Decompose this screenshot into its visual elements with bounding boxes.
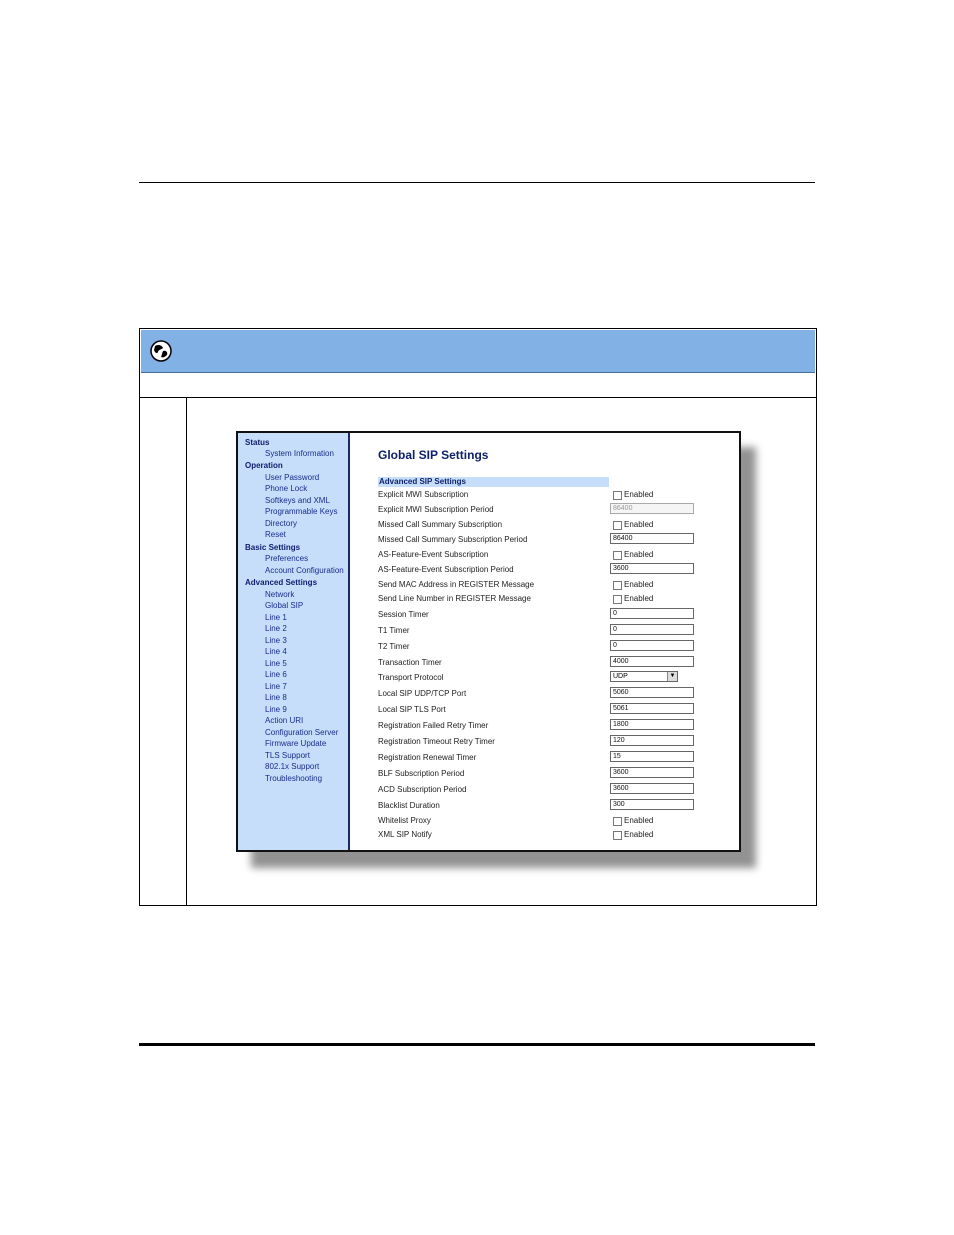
- missed-call-summary-subscription-label: Missed Call Summary Subscription: [378, 520, 503, 529]
- registration-failed-retry-timer-label: Registration Failed Retry Timer: [378, 721, 489, 730]
- sidebar-item-line-5[interactable]: Line 5: [265, 659, 287, 668]
- checkbox-box[interactable]: [613, 831, 622, 840]
- sidebar-item-basic-settings[interactable]: Basic Settings: [245, 543, 301, 552]
- chevron-down-icon[interactable]: ▼: [667, 672, 677, 681]
- checkbox-label: Enabled: [624, 594, 654, 603]
- xml-sip-notify-label: XML SIP Notify: [378, 830, 432, 839]
- table-header-bar: [141, 330, 815, 373]
- sidebar-item-line-8[interactable]: Line 8: [265, 693, 287, 702]
- checkbox-box[interactable]: [613, 595, 622, 604]
- transport-protocol-select[interactable]: [610, 671, 678, 682]
- sidebar-item-line-2[interactable]: Line 2: [265, 624, 287, 633]
- whitelist-proxy-label: Whitelist Proxy: [378, 816, 431, 825]
- sidebar-item-account-configuration[interactable]: Account Configuration: [265, 566, 344, 575]
- xml-sip-notify-checkbox[interactable]: [613, 830, 673, 840]
- sidebar-item-system-information[interactable]: System Information: [265, 449, 334, 458]
- registration-failed-retry-timer-input[interactable]: 1800: [610, 719, 694, 730]
- sidebar-item-reset[interactable]: Reset: [265, 530, 286, 539]
- t1-timer-label: T1 Timer: [378, 626, 410, 635]
- section-title: Advanced SIP Settings: [379, 477, 466, 486]
- checkbox-label: Enabled: [624, 520, 654, 529]
- checkbox-label: Enabled: [624, 816, 654, 825]
- sidebar-item-operation[interactable]: Operation: [245, 461, 283, 470]
- explicit-mwi-subscription-period-label: Explicit MWI Subscription Period: [378, 505, 494, 514]
- blacklist-duration-label: Blacklist Duration: [378, 801, 440, 810]
- sidebar-item-troubleshooting[interactable]: Troubleshooting: [265, 774, 323, 783]
- sidebar-item-global-sip[interactable]: Global SIP: [265, 601, 304, 610]
- acd-subscription-period-input[interactable]: 3600: [610, 783, 694, 794]
- sidebar-item-line-4[interactable]: Line 4: [265, 647, 287, 656]
- sidebar-item-softkeys-and-xml[interactable]: Softkeys and XML: [265, 496, 330, 505]
- checkbox-label: Enabled: [624, 580, 654, 589]
- table-subheader-row: [140, 373, 816, 398]
- blf-subscription-period-input[interactable]: 3600: [610, 767, 694, 778]
- local-sip-tls-port-label: Local SIP TLS Port: [378, 705, 446, 714]
- sidebar-item-802-1x-support[interactable]: 802.1x Support: [265, 762, 320, 771]
- registration-timeout-retry-timer-input[interactable]: 120: [610, 735, 694, 746]
- session-timer-label: Session Timer: [378, 610, 429, 619]
- missed-call-summary-subscription-checkbox[interactable]: [613, 520, 673, 530]
- sidebar-item-line-6[interactable]: Line 6: [265, 670, 287, 679]
- select-value: UDP: [613, 673, 628, 680]
- registration-timeout-retry-timer-label: Registration Timeout Retry Timer: [378, 737, 495, 746]
- sidebar-item-programmable-keys[interactable]: Programmable Keys: [265, 507, 338, 516]
- checkbox-label: Enabled: [624, 490, 654, 499]
- t1-timer-input[interactable]: 0: [610, 624, 694, 635]
- explicit-mwi-subscription-checkbox[interactable]: [613, 490, 673, 500]
- transaction-timer-label: Transaction Timer: [378, 658, 442, 667]
- sidebar-item-user-password[interactable]: User Password: [265, 473, 320, 482]
- sidebar-item-line-3[interactable]: Line 3: [265, 636, 287, 645]
- acd-subscription-period-label: ACD Subscription Period: [378, 785, 467, 794]
- sidebar-item-advanced-settings[interactable]: Advanced Settings: [245, 578, 318, 587]
- as-feature-event-subscription-period-label: AS-Feature-Event Subscription Period: [378, 565, 514, 574]
- checkbox-box[interactable]: [613, 817, 622, 826]
- as-feature-event-subscription-checkbox[interactable]: [613, 550, 673, 560]
- sidebar-item-tls-support[interactable]: TLS Support: [265, 751, 310, 760]
- as-feature-event-subscription-label: AS-Feature-Event Subscription: [378, 550, 489, 559]
- checkbox-label: Enabled: [624, 830, 654, 839]
- sidebar-nav: [238, 433, 350, 850]
- sidebar-item-firmware-update[interactable]: Firmware Update: [265, 739, 327, 748]
- sidebar-item-line-7[interactable]: Line 7: [265, 682, 287, 691]
- local-sip-udp-tcp-port-label: Local SIP UDP/TCP Port: [378, 689, 467, 698]
- as-feature-event-subscription-period-input[interactable]: 3600: [610, 563, 694, 574]
- blacklist-duration-input[interactable]: 300: [610, 799, 694, 810]
- local-sip-udp-tcp-port-input[interactable]: 5060: [610, 687, 694, 698]
- sidebar-item-action-uri[interactable]: Action URI: [265, 716, 304, 725]
- send-line-number-in-register-message-label: Send Line Number in REGISTER Message: [378, 594, 531, 603]
- registration-renewal-timer-label: Registration Renewal Timer: [378, 753, 477, 762]
- checkbox-box[interactable]: [613, 521, 622, 530]
- t2-timer-input[interactable]: 0: [610, 640, 694, 651]
- top-rule: [139, 182, 815, 183]
- send-mac-address-in-register-message-checkbox[interactable]: [613, 580, 673, 590]
- send-mac-address-in-register-message-label: Send MAC Address in REGISTER Message: [378, 580, 535, 589]
- checkbox-box[interactable]: [613, 581, 622, 590]
- sidebar-item-directory[interactable]: Directory: [265, 519, 298, 528]
- transaction-timer-input[interactable]: 4000: [610, 656, 694, 667]
- web-ui-screenshot: [236, 431, 741, 852]
- local-sip-tls-port-input[interactable]: 5061: [610, 703, 694, 714]
- whitelist-proxy-checkbox[interactable]: [613, 816, 673, 826]
- session-timer-input[interactable]: 0: [610, 608, 694, 619]
- checkbox-box[interactable]: [613, 551, 622, 560]
- checkbox-label: Enabled: [624, 550, 654, 559]
- explicit-mwi-subscription-period-input: 86400: [610, 503, 694, 514]
- transport-protocol-label: Transport Protocol: [378, 673, 444, 682]
- section-header: [378, 477, 609, 487]
- sidebar-item-line-1[interactable]: Line 1: [265, 613, 287, 622]
- checkbox-box[interactable]: [613, 491, 622, 500]
- sidebar-item-preferences[interactable]: Preferences: [265, 554, 309, 563]
- blf-subscription-period-label: BLF Subscription Period: [378, 769, 465, 778]
- table-column-divider: [186, 398, 187, 905]
- sidebar-item-configuration-server[interactable]: Configuration Server: [265, 728, 339, 737]
- registration-renewal-timer-input[interactable]: 15: [610, 751, 694, 762]
- globe-icon: [150, 340, 172, 362]
- page-title: Global SIP Settings: [378, 448, 489, 462]
- sidebar-item-phone-lock[interactable]: Phone Lock: [265, 484, 308, 493]
- missed-call-summary-subscription-period-label: Missed Call Summary Subscription Period: [378, 535, 528, 544]
- settings-content: [351, 433, 739, 850]
- t2-timer-label: T2 Timer: [378, 642, 410, 651]
- sidebar-item-line-9[interactable]: Line 9: [265, 705, 287, 714]
- sidebar-item-status[interactable]: Status: [245, 438, 270, 447]
- missed-call-summary-subscription-period-input[interactable]: 86400: [610, 533, 694, 544]
- bottom-rule: [139, 1043, 815, 1046]
- send-line-number-in-register-message-checkbox[interactable]: [613, 594, 673, 604]
- explicit-mwi-subscription-label: Explicit MWI Subscription: [378, 490, 469, 499]
- sidebar-item-network[interactable]: Network: [265, 590, 295, 599]
